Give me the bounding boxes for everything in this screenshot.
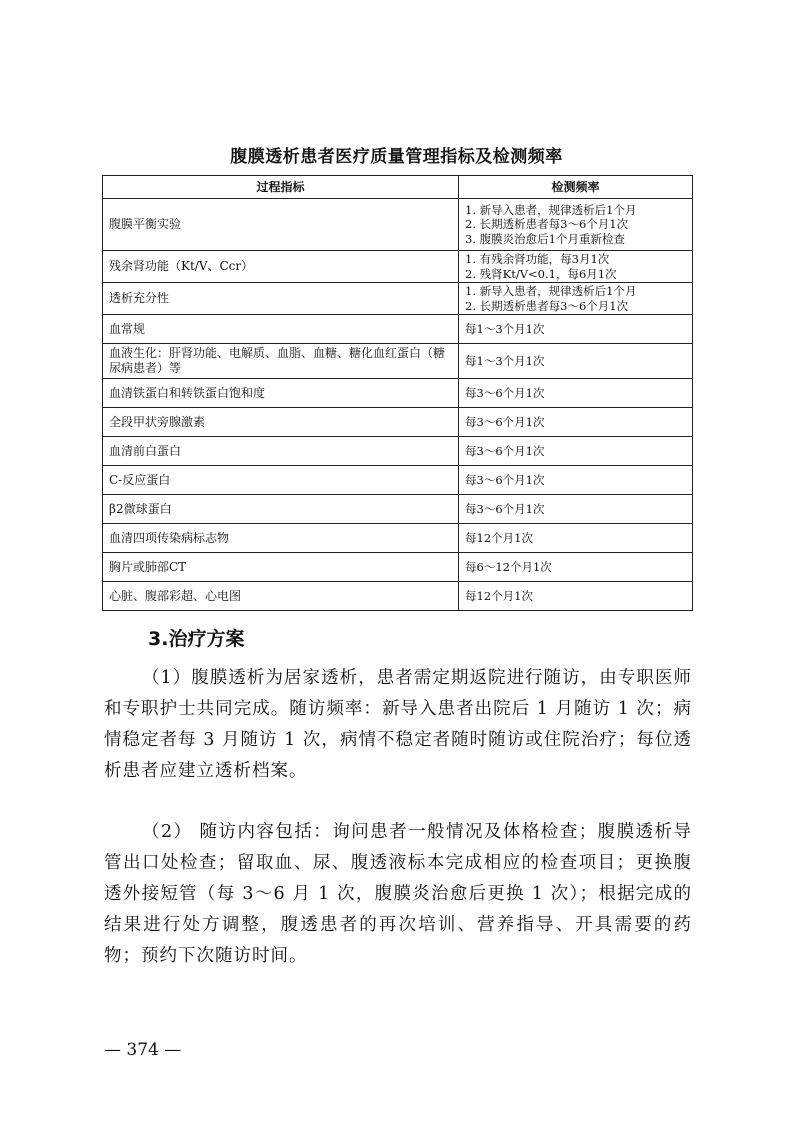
frequency-cell bbox=[459, 283, 693, 315]
frequency-line: 2. 长期透析患者每3～6个月1次 bbox=[465, 298, 629, 313]
frequency-cell bbox=[459, 553, 693, 582]
frequency-cell bbox=[459, 379, 693, 408]
frequency-cell bbox=[459, 315, 693, 344]
frequency-cell bbox=[459, 495, 693, 524]
header-indicator: 过程指标 bbox=[103, 176, 459, 199]
section-heading: 3.治疗方案 bbox=[148, 628, 245, 650]
indicator-cell: 透析充分性 bbox=[103, 283, 459, 315]
table-row bbox=[103, 524, 693, 553]
frequency-cell bbox=[459, 582, 693, 611]
table-row bbox=[103, 582, 693, 611]
frequency-line: 1. 有残余肾功能，每3月1次 bbox=[465, 252, 610, 266]
frequency-line: 每1～3个月1次 bbox=[465, 321, 545, 336]
indicator-cell: 全段甲状旁腺激素 bbox=[103, 408, 459, 437]
table-row bbox=[103, 495, 693, 524]
table-row bbox=[103, 379, 693, 408]
frequency-cell bbox=[459, 344, 693, 379]
frequency-line: 每12个月1次 bbox=[465, 588, 533, 603]
frequency-line: 每3～6个月1次 bbox=[465, 414, 545, 429]
table-row bbox=[103, 553, 693, 582]
frequency-line: 1. 新导入患者，规律透析后1个月 bbox=[465, 202, 637, 217]
frequency-line: 每1～3个月1次 bbox=[465, 353, 545, 368]
frequency-cell bbox=[459, 251, 693, 283]
table-body bbox=[103, 199, 693, 611]
quality-indicator-table bbox=[102, 175, 693, 611]
indicator-cell: 血常规 bbox=[103, 315, 459, 344]
table-row bbox=[103, 251, 693, 283]
table-row bbox=[103, 199, 693, 251]
table-row bbox=[103, 466, 693, 495]
frequency-line: 2. 残肾Kt/V<0.1，每6月1次 bbox=[465, 266, 617, 281]
frequency-cell bbox=[459, 199, 693, 251]
table-row bbox=[103, 437, 693, 466]
table-row bbox=[103, 315, 693, 344]
table-header-row bbox=[103, 176, 693, 199]
frequency-line: 每3～6个月1次 bbox=[465, 472, 545, 487]
indicator-cell: 血清铁蛋白和转铁蛋白饱和度 bbox=[103, 379, 459, 408]
frequency-line: 每3～6个月1次 bbox=[465, 385, 545, 400]
frequency-cell bbox=[459, 524, 693, 553]
table-title: 腹膜透析患者医疗质量管理指标及检测频率 bbox=[230, 147, 563, 167]
frequency-line: 2. 长期透析患者每3～6个月1次 bbox=[465, 217, 629, 232]
frequency-cell bbox=[459, 466, 693, 495]
paragraph-2: （2） 随访内容包括：询问患者一般情况及体格检查；腹膜透析导管出口处检查；留取血、尿、腹透液标本完成相应的检查项目；更换腹透外接短管（每 3～6 月 1 次，腹膜炎治愈后更换 1 次）；根据完成的结果进行处方调整，腹透患者的再次培训、营养指导、开具需要的药物；预约下次随访时间。 bbox=[104, 822, 692, 966]
indicator-cell: 残余肾功能（Kt/V、Ccr） bbox=[103, 251, 459, 283]
indicator-cell: C-反应蛋白 bbox=[103, 466, 459, 495]
indicator-cell: 血液生化：肝肾功能、电解质、血脂、血糖、糖化血红蛋白（糖尿病患者）等 bbox=[103, 344, 459, 379]
header-frequency: 检测频率 bbox=[459, 176, 693, 199]
frequency-line: 每6～12个月1次 bbox=[465, 559, 552, 574]
frequency-line: 1. 新导入患者，规律透析后1个月 bbox=[465, 284, 637, 298]
indicator-cell: 腹膜平衡实验 bbox=[103, 199, 459, 251]
indicator-cell: 血清四项传染病标志物 bbox=[103, 524, 459, 553]
frequency-cell bbox=[459, 437, 693, 466]
frequency-line: 每12个月1次 bbox=[465, 530, 533, 545]
table-row bbox=[103, 283, 693, 315]
indicator-cell: 心脏、腹部彩超、心电图 bbox=[103, 582, 459, 611]
frequency-cell bbox=[459, 408, 693, 437]
paragraph-1: （1）腹膜透析为居家透析，患者需定期返院进行随访，由专职医师和专职护士共同完成。随访频率：新导入患者出院后 1 月随访 1 次；病情稳定者每 3 月随访 1 次，病情不稳定者随时随访或住院治疗；每位透析患者应建立透析档案。 bbox=[104, 668, 692, 781]
table-row bbox=[103, 408, 693, 437]
page-number: — 374 — bbox=[104, 1040, 182, 1060]
indicator-cell: β2微球蛋白 bbox=[103, 495, 459, 524]
table-row bbox=[103, 344, 693, 379]
frequency-line: 每3～6个月1次 bbox=[465, 501, 545, 516]
indicator-cell: 血清前白蛋白 bbox=[103, 437, 459, 466]
frequency-line: 3. 腹膜炎治愈后1个月重新检查 bbox=[465, 231, 625, 246]
indicator-cell: 胸片或肺部CT bbox=[103, 553, 459, 582]
frequency-line: 每3～6个月1次 bbox=[465, 443, 545, 458]
